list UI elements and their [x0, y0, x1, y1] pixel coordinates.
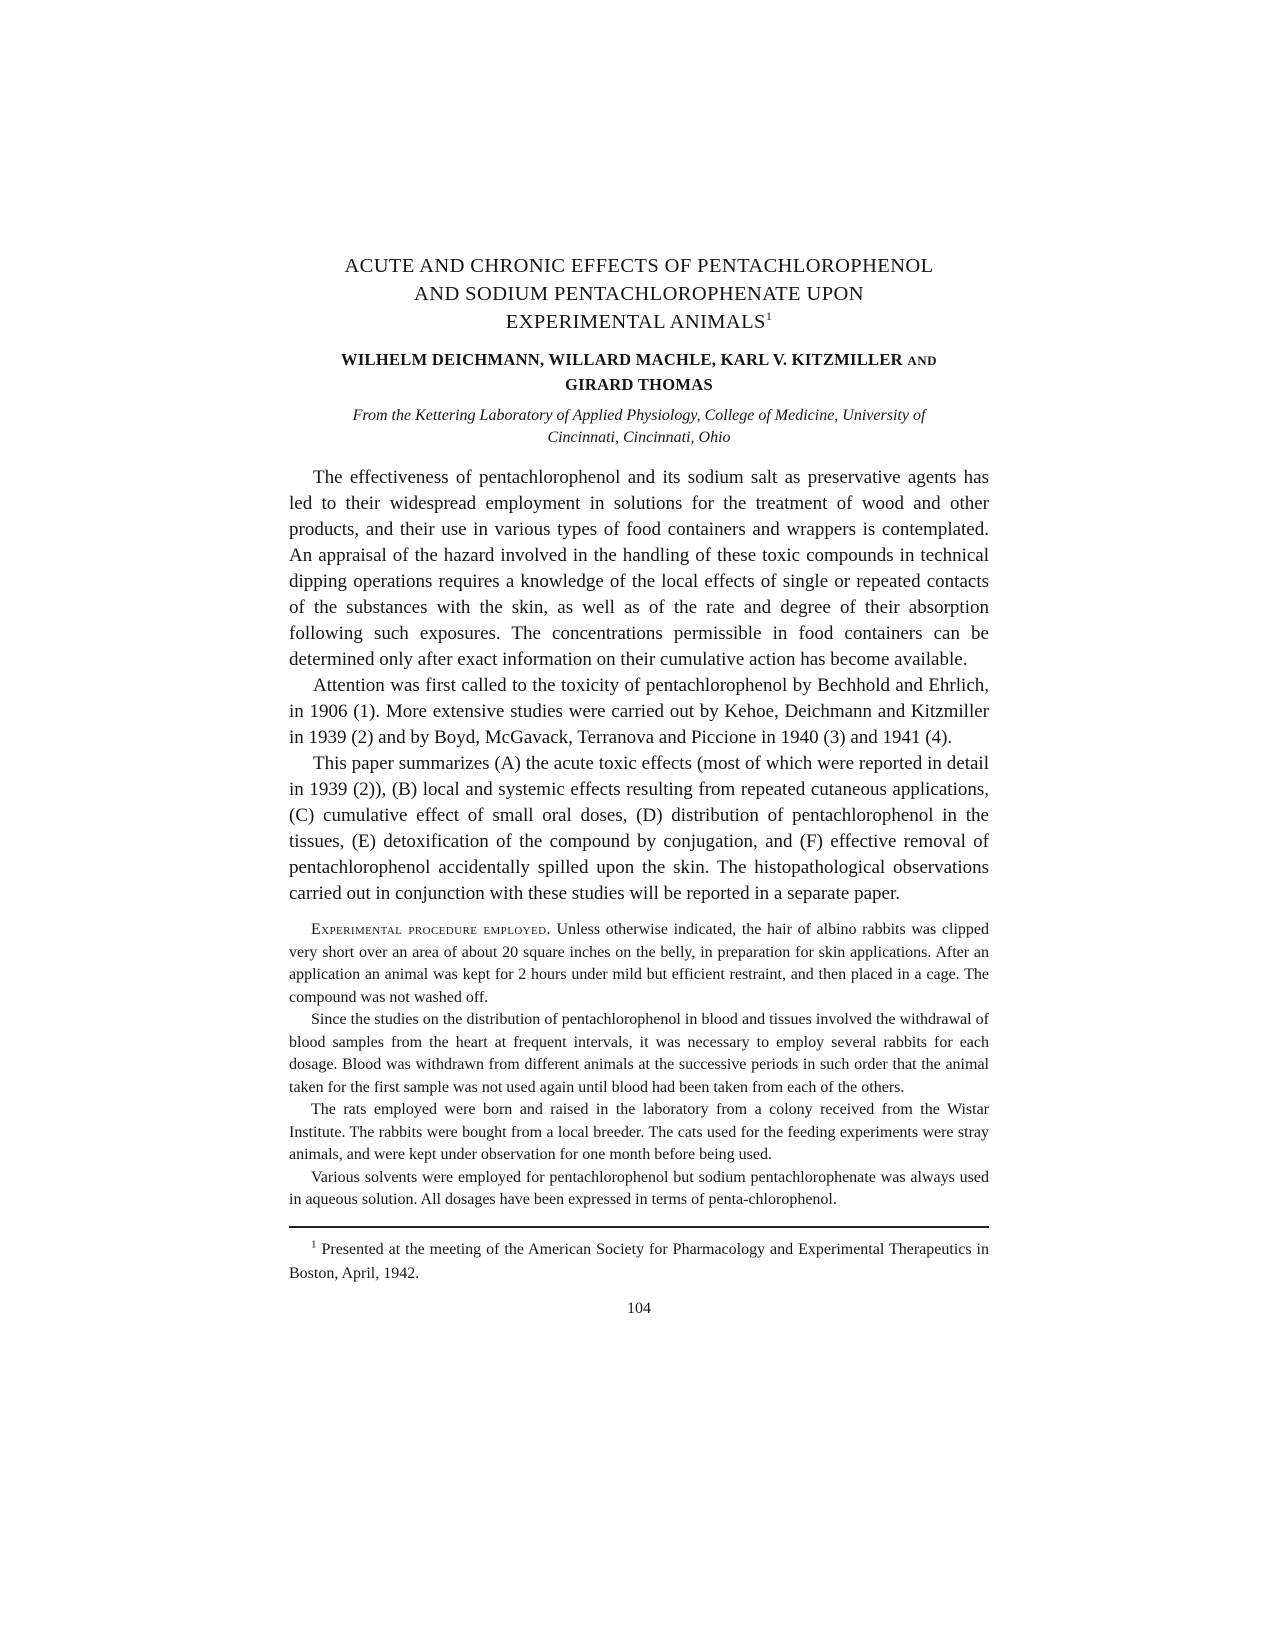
authors-line-1-names: WILHELM DEICHMANN, WILLARD MACHLE, KARL V. KITZMILLER	[341, 350, 908, 369]
footnote-marker: 1	[311, 1238, 317, 1251]
procedure-paragraph-1	[289, 919, 989, 1009]
authors-and: AND	[907, 353, 937, 368]
footnote-body: Presented at the meeting of the American Society for Pharmacology and Experimental Therapeutics in Boston, April, 1942.	[289, 1240, 989, 1282]
affiliation	[289, 405, 989, 449]
authors-line-1	[289, 348, 989, 373]
procedure-paragraph-2: Since the studies on the distribution of pentachlorophenol in blood and tissues involved the withdrawal of blood samples from the heart at frequent intervals, it was necessary to employ several rabbits for each dosage. Blood was withdrawn from different animals at the successive periods in such order that the animal taken for the first sample was not used again until blood had been taken from each of the others.	[289, 1011, 989, 1096]
paper-title	[289, 252, 989, 336]
body-text	[289, 465, 989, 907]
body-paragraph-1: The effectiveness of pentachlorophenol and its sodium salt as preservative agents has led to their widespread employment in solutions for the treatment of wood and other products, and their use in various types of food containers and wrappers is contemplated. An appraisal of the hazard involved in the handling of these toxic compounds in technical dipping operations requires a knowledge of the local effects of single or repeated contacts of the substances with the skin, as well as of the rate and degree of their absorption following such exposures. The concentrations permissible in food containers can be determined only after exact information on their cumulative action has become available.	[289, 467, 989, 670]
affiliation-line-1: From the Kettering Laboratory of Applied Physiology, College of Medicine, University of	[352, 407, 926, 424]
procedure-section	[289, 919, 989, 1212]
affiliation-line-2: Cincinnati, Cincinnati, Ohio	[547, 429, 731, 446]
footnote-text	[289, 1238, 989, 1286]
procedure-heading: Experimental procedure employed.	[311, 921, 551, 938]
procedure-paragraph-1-text: Unless otherwise indicated, the hair of albino rabbits was clipped very short over an area of about 20 square inches on the belly, in preparation for skin applications. After an application an animal was kept for 2 hours under mild but efficient restraint, and then placed in a cage. The compound was not washed off.	[289, 921, 989, 1006]
page-number: 104	[627, 1299, 651, 1317]
paper-title-line-1: ACUTE AND CHRONIC EFFECTS OF PENTACHLOROPHENOL	[344, 255, 934, 277]
authors	[289, 348, 989, 397]
procedure-paragraph-3: The rats employed were born and raised in the laboratory from a colony received from the Wistar Institute. The rabbits were bought from a local breeder. The cats used for the feeding experiments were stray animals, and were kept under observation for one month before being used.	[289, 1101, 989, 1163]
body-paragraph-3: This paper summarizes (A) the acute toxic effects (most of which were reported in detail in 1939 (2)), (B) local and systemic effects resulting from repeated cutaneous applications, (C) cumulative effect of small oral doses, (D) distribution of pentachlorophenol in the tissues, (E) detoxification of the compound by conjugation, and (F) effective removal of pentachlorophenol accidentally spilled upon the skin. The histopathological observations carried out in conjunction with these studies will be reported in a separate paper.	[289, 753, 989, 904]
paper-title-line-2: AND SODIUM PENTACHLOROPHENATE UPON	[414, 283, 864, 305]
paper-page	[289, 252, 989, 1318]
paper-title-line-3	[289, 308, 989, 336]
footnote	[289, 1238, 989, 1286]
footnote-separator	[289, 1226, 989, 1228]
procedure-paragraph-4: Various solvents were employed for pentachlorophenol but sodium pentachlorophenate was always used in aqueous solution. All dosages have been expressed in terms of penta-chlorophenol.	[289, 1168, 989, 1208]
paper-title-line-3-text: EXPERIMENTAL ANIMALS	[505, 311, 766, 333]
title-footnote-marker: 1	[765, 309, 773, 324]
body-paragraph-2: Attention was first called to the toxicity of pentachlorophenol by Bechhold and Ehrlich, in 1906 (1). More extensive studies were carried out by Kehoe, Deichmann and Kitzmiller in 1939 (2) and by Boyd, McGavack, Terranova and Piccione in 1940 (3) and 1941 (4).	[289, 675, 989, 748]
authors-line-2: GIRARD THOMAS	[565, 375, 713, 394]
